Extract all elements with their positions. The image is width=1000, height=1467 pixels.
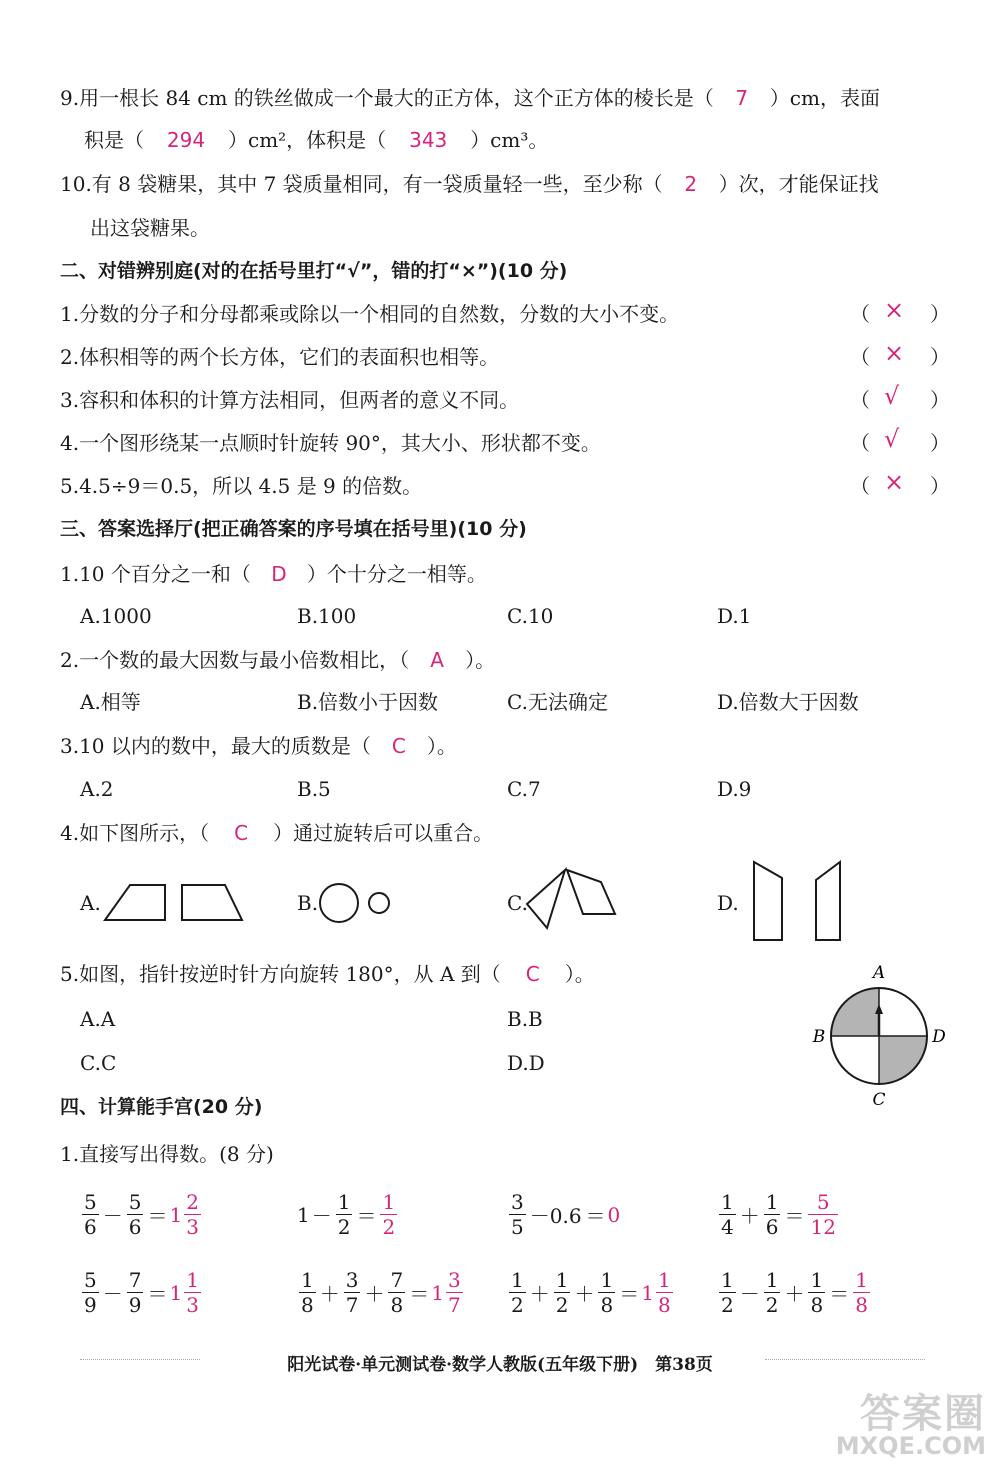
s3-q1-opt-d: D.1 [717, 604, 752, 628]
s3-q2-answer: A [430, 648, 444, 672]
s3-q1-opt-c: C.10 [507, 604, 554, 628]
section3-title: 三、答案选择厅(把正确答案的序号填在括号里)(10 分) [60, 518, 527, 540]
fraction: $\frac{1}{2}$ [765, 1268, 779, 1317]
answer-whole: 1 [169, 1202, 183, 1227]
s3-q3-text-a: 3.10 以内的数中，最大的质数是（ [60, 734, 371, 758]
s3-q5-opt-a: A.A [80, 1007, 116, 1031]
q9-answer-edge: 7 [735, 86, 749, 110]
fraction: $\frac{1}{8}$ [301, 1268, 314, 1317]
s3-q5-opt-c: C.C [80, 1051, 117, 1075]
s3-q4-opt-a-label: A. [80, 891, 101, 915]
s2-item-2: 2.体积相等的两个长方体，它们的表面积也相等。 [60, 345, 500, 369]
fraction: $\frac{5}{9}$ [84, 1268, 97, 1317]
s2-item-5: 5.4.5÷9＝0.5，所以 4.5 是 9 的倍数。 [60, 474, 423, 498]
s3-q3-opt-a: A.2 [80, 777, 114, 801]
page-footer: 阳光试卷·单元测试卷·数学人教版(五年级下册) 第38页 [287, 1355, 713, 1375]
s3-q2-opt-a: A.相等 [80, 690, 141, 714]
s3-q4-figure-c [525, 862, 625, 932]
s2-item-5-lparen: （ [850, 474, 870, 498]
q9-text-c: 积是（ [84, 128, 144, 152]
q9-text-d: ）cm²，体积是（ [228, 128, 387, 152]
s2-item-4-lparen: （ [850, 431, 870, 455]
fraction: $\frac{1}{8}$ [600, 1268, 614, 1317]
kite-shape [567, 870, 615, 914]
bracket-shape [816, 862, 840, 940]
s3-q2-opt-b: B.倍数小于因数 [297, 690, 439, 714]
calc-r1-c1: $\frac{5}{6}$ － $\frac{5}{6}$ ＝ 1 $\frac{2}{3}$ [84, 1190, 199, 1239]
q9-text-e: ）cm³。 [470, 128, 549, 152]
s2-item-1-lparen: （ [850, 302, 870, 326]
fraction: $\frac{7}{8}$ [390, 1268, 404, 1317]
section4-subtitle: 1.直接写出得数。(8 分) [60, 1142, 274, 1166]
s3-q5-opt-b: B.B [507, 1007, 543, 1031]
section4-title: 四、计算能手宫(20 分) [60, 1096, 263, 1118]
s3-q4-text-b: ）通过旋转后可以重合。 [273, 821, 494, 845]
q9-line1 [60, 84, 880, 112]
fraction: $\frac{1}{2}$ [337, 1190, 351, 1239]
calc-r1-c3: $\frac{3}{5}$ －0.6 ＝ 0 [511, 1190, 621, 1239]
s3-q4-figure-d [748, 858, 848, 946]
s2-item-1-rparen: ） [930, 302, 950, 326]
fraction: $\frac{5}{6}$ [84, 1190, 97, 1239]
circle-label-top: A [872, 963, 886, 983]
bracket-shape [754, 862, 782, 940]
s2-item-3-lparen: （ [850, 388, 870, 412]
watermark-logo: 答案圈 [860, 1391, 986, 1437]
s3-q2 [60, 646, 495, 674]
answer-fraction: $\frac{1}{8}$ [855, 1268, 868, 1317]
s3-q4-figure-a [100, 875, 250, 935]
s2-item-3: 3.容积和体积的计算方法相同，但两者的意义不同。 [60, 388, 520, 412]
s3-q5-opt-d: D.D [507, 1051, 545, 1075]
fraction: $\frac{1}{8}$ [810, 1268, 824, 1317]
fraction: $\frac{1}{6}$ [765, 1190, 779, 1239]
s3-q1 [60, 560, 487, 588]
s3-q1-answer: D [271, 562, 287, 586]
watermark-url: MXQE.COM [835, 1432, 986, 1460]
fraction: $\frac{1}{2}$ [555, 1268, 569, 1317]
s3-q4-opt-c-label: C. [507, 891, 528, 915]
s3-q4-opt-d-label: D. [717, 891, 739, 915]
s2-item-5-mark: × [884, 468, 905, 496]
s2-item-2-lparen: （ [850, 345, 870, 369]
fraction: $\frac{3}{7}$ [345, 1268, 359, 1317]
calc-r2-c3: $\frac{1}{2}$ ＋ $\frac{1}{2}$ ＋ $\frac{1}{8}$ ＝ 1 $\frac{1}{8}$ [511, 1268, 671, 1317]
s3-q4-opt-b-label: B. [297, 891, 319, 915]
calc-r2-c2: $\frac{1}{8}$ ＋ $\frac{3}{7}$ ＋ $\frac{7}{8}$ ＝ 1 $\frac{3}{7}$ [301, 1268, 461, 1317]
s2-item-1: 1.分数的分子和分母都乘或除以一个相同的自然数，分数的大小不变。 [60, 302, 680, 326]
s3-q5-answer: C [525, 962, 540, 986]
answer-fraction: $\frac{1}{2}$ [382, 1190, 396, 1239]
s3-q3-text-b: ）。 [426, 734, 457, 758]
s3-q5 [60, 960, 595, 988]
answer-whole: 1 [169, 1280, 183, 1305]
trapezoid-shape [105, 885, 165, 920]
s3-q4-text-a: 4.如下图所示，（ [60, 821, 210, 845]
answer-whole: 1 [641, 1280, 654, 1305]
s3-q5-text-b: ）。 [564, 962, 595, 986]
answer-fraction: $\frac{3}{7}$ [447, 1268, 461, 1317]
small-circle-shape [369, 893, 389, 913]
section2-title: 二、对错辨别庭(对的在括号里打“√”，错的打“×”)(10 分) [60, 260, 568, 282]
fraction: $\frac{5}{6}$ [128, 1190, 142, 1239]
circle-label-left: B [812, 1027, 826, 1047]
q10-text-b: ）次，才能保证找 [718, 172, 879, 196]
q10-line2: 出这袋糖果。 [90, 216, 210, 240]
kite-shape [527, 870, 565, 928]
trapezoid-shape [182, 885, 242, 920]
calc-r1-c4: $\frac{1}{4}$ ＋ $\frac{1}{6}$ ＝ $\frac{5}{12}$ [721, 1190, 836, 1239]
fraction: $\frac{7}{9}$ [128, 1268, 142, 1317]
s2-item-5-rparen: ） [930, 474, 950, 498]
s3-q3-opt-c: C.7 [507, 777, 541, 801]
s2-item-4-mark: √ [884, 425, 900, 453]
s3-q3-opt-d: D.9 [717, 777, 752, 801]
large-circle-shape [320, 884, 358, 922]
s2-item-2-mark: × [884, 339, 905, 367]
s3-q5-text-a: 5.如图，指针按逆时针方向旋转 180°，从 A 到（ [60, 962, 501, 986]
answer-whole: 1 [431, 1280, 444, 1305]
q9-answer-area: 294 [166, 128, 206, 152]
q9-text-b: ）cm，表面 [769, 86, 880, 110]
answer-fraction: $\frac{2}{3}$ [186, 1190, 199, 1239]
s3-q1-opt-b: B.100 [297, 604, 357, 628]
q10-text-a: 10.有 8 袋糖果，其中 7 袋质量相同，有一袋质量轻一些，至少称（ [60, 172, 663, 196]
s2-item-3-rparen: ） [930, 388, 950, 412]
q9-answer-volume: 343 [409, 128, 448, 152]
s2-item-2-rparen: ） [930, 345, 950, 369]
answer-fraction: $\frac{1}{3}$ [186, 1268, 199, 1317]
s3-q1-opt-a: A.1000 [80, 604, 152, 628]
s3-q4 [60, 819, 493, 847]
fraction: $\frac{3}{5}$ [511, 1190, 524, 1239]
s3-q3-answer: C [391, 734, 406, 758]
q9-text-a: 9.用一根长 84 cm 的铁丝做成一个最大的正方体，这个正方体的棱长是（ [60, 86, 714, 110]
s3-q1-text-a: 1.10 个百分之一和（ [60, 562, 251, 586]
s3-q1-text-b: ）个十分之一相等。 [306, 562, 487, 586]
circle-label-bottom: C [872, 1090, 886, 1110]
answer-fraction: $\frac{1}{8}$ [657, 1268, 671, 1317]
calc-r2-c1: $\frac{5}{9}$ － $\frac{7}{9}$ ＝ 1 $\frac{1}{3}$ [84, 1268, 199, 1317]
s3-q2-text-b: ）。 [465, 648, 496, 672]
answer-value: 0 [607, 1202, 621, 1227]
s3-q2-opt-d: D.倍数大于因数 [717, 690, 859, 714]
calc-r2-c4: $\frac{1}{2}$ － $\frac{1}{2}$ ＋ $\frac{1}{8}$ ＝ $\frac{1}{8}$ [721, 1268, 868, 1317]
s3-q2-text-a: 2.一个数的最大因数与最小倍数相比，（ [60, 648, 410, 672]
fraction: $\frac{1}{4}$ [721, 1190, 734, 1239]
answer-fraction: $\frac{5}{12}$ [810, 1190, 836, 1239]
s2-item-3-mark: √ [884, 382, 900, 410]
s3-q3-opt-b: B.5 [297, 777, 331, 801]
fraction: $\frac{1}{2}$ [511, 1268, 524, 1317]
circle-label-right: D [932, 1027, 946, 1047]
s3-q4-answer: C [234, 821, 249, 845]
s3-q3 [60, 732, 457, 760]
q9-line2 [84, 126, 548, 154]
fraction: $\frac{1}{2}$ [721, 1268, 734, 1317]
q10-answer: 2 [684, 172, 698, 196]
s2-item-1-mark: × [884, 296, 905, 324]
q10-line1 [60, 170, 879, 198]
s2-item-4: 4.一个图形绕某一点顺时针旋转 90°，其大小、形状都不变。 [60, 431, 601, 455]
s3-q2-opt-c: C.无法确定 [507, 690, 608, 714]
s2-item-4-rparen: ） [930, 431, 950, 455]
calc-r1-c2: 1 － $\frac{1}{2}$ ＝ $\frac{1}{2}$ [297, 1190, 396, 1239]
s3-q5-circle-figure [805, 960, 955, 1110]
s3-q4-figure-b [315, 875, 405, 935]
